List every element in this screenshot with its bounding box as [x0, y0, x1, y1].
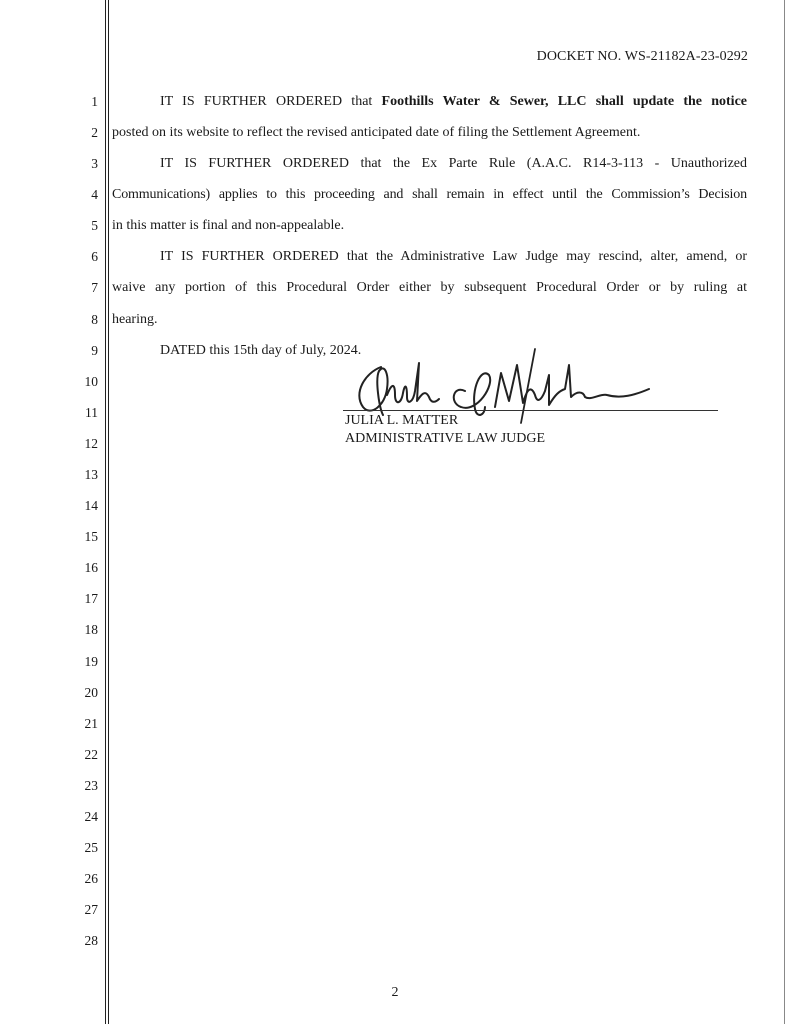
page-number: 2 — [391, 985, 399, 1000]
line-number: 23 — [84, 778, 98, 793]
order-paragraph-2-line-3: in this matter is final and non-appealable. — [112, 218, 345, 233]
signature-line — [343, 410, 718, 411]
line-number: 4 — [91, 187, 98, 202]
line-number: 2 — [91, 125, 98, 140]
order-paragraph-3-line-3: hearing. — [112, 312, 158, 327]
line-number: 28 — [84, 933, 98, 948]
line-number: 7 — [91, 280, 98, 295]
order-paragraph-3-line-2: waive any portion of this Procedural Order either by subsequent Procedural Order or by ruling at — [112, 280, 747, 295]
left-margin-rule — [105, 0, 106, 1024]
line-number: 11 — [85, 405, 98, 420]
line-number: 8 — [91, 312, 98, 327]
line-number: 26 — [84, 871, 98, 886]
line-number: 14 — [84, 498, 98, 513]
line-number: 24 — [84, 809, 98, 824]
signer-name: JULIA L. MATTER — [345, 413, 459, 428]
order-text: IT IS FURTHER ORDERED that — [160, 94, 382, 109]
signer-title: ADMINISTRATIVE LAW JUDGE — [345, 431, 546, 446]
line-number: 15 — [84, 529, 98, 544]
line-number: 17 — [84, 591, 98, 606]
order-paragraph-2-line-1: IT IS FURTHER ORDERED that the Ex Parte Rule (A.A.C. R14-3-113 - Unauthorized — [160, 156, 747, 171]
left-margin-rule-inner — [108, 0, 109, 1024]
order-paragraph-1-line-1 — [112, 94, 747, 110]
line-number: 5 — [91, 218, 98, 233]
line-number: 27 — [84, 902, 98, 917]
line-number: 21 — [84, 716, 98, 731]
line-number: 19 — [84, 654, 98, 669]
line-number: 1 — [91, 94, 98, 109]
line-number: 12 — [84, 436, 98, 451]
line-number: 22 — [84, 747, 98, 762]
dated-line: DATED this 15th day of July, 2024. — [160, 343, 362, 358]
line-number: 9 — [91, 343, 98, 358]
line-number: 10 — [84, 374, 98, 389]
docket-number: DOCKET NO. WS-21182A-23-0292 — [536, 49, 748, 64]
order-bold-text: Foothills Water & Sewer, LLC shall update the notice — [381, 94, 747, 109]
line-number: 20 — [84, 685, 98, 700]
line-number: 13 — [84, 467, 98, 482]
line-number: 25 — [84, 840, 98, 855]
order-paragraph-3-line-1: IT IS FURTHER ORDERED that the Administrative Law Judge may rescind, alter, amend, or — [160, 249, 747, 264]
order-paragraph-1-line-2: posted on its website to reflect the revised anticipated date of filing the Settlement Agreement. — [112, 125, 641, 140]
right-margin-rule — [784, 0, 785, 1024]
line-number: 3 — [91, 156, 98, 171]
line-number: 18 — [84, 622, 98, 637]
line-number: 16 — [84, 560, 98, 575]
line-number: 6 — [91, 249, 98, 264]
order-paragraph-2-line-2: Communications) applies to this proceeding and shall remain in effect until the Commission’s Decision — [112, 187, 747, 202]
